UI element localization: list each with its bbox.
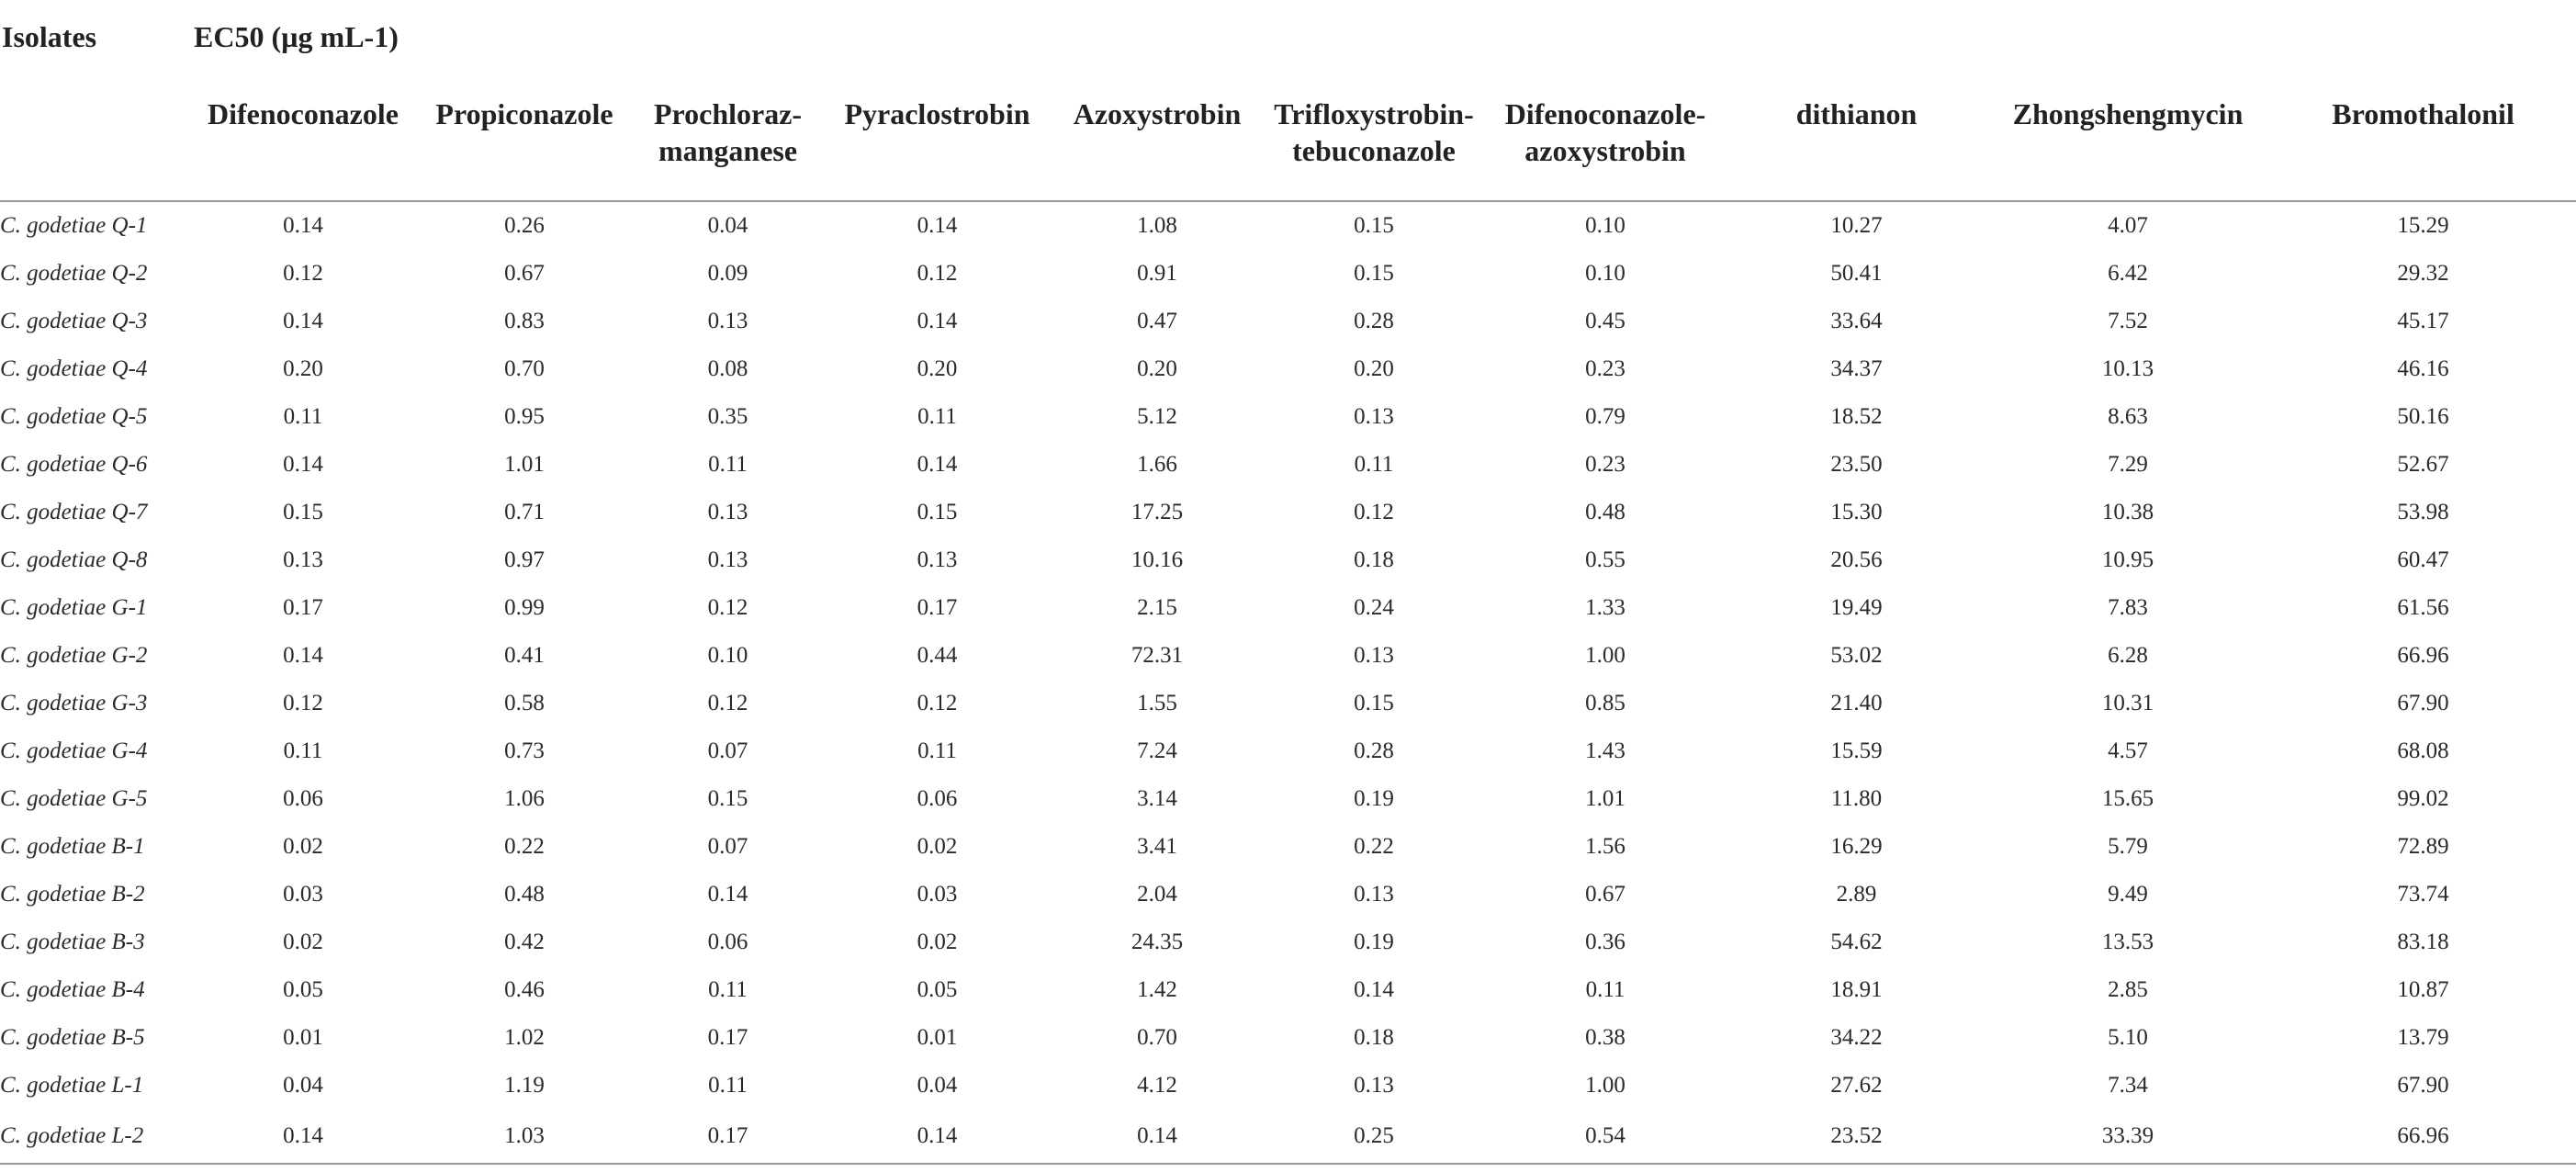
column-header-line: Pyraclostrobin [844, 97, 1030, 130]
isolate-name: C. godetiae Q-5 [0, 404, 148, 429]
ec50-value: 0.04 [917, 1073, 958, 1098]
ec50-value: 0.11 [1585, 977, 1625, 1002]
ec50-value: 0.73 [504, 738, 545, 763]
ec50-value: 0.02 [283, 930, 323, 954]
ec50-value: 15.30 [1830, 500, 1883, 524]
ec50-value: 0.20 [1137, 356, 1177, 381]
ec50-value: 13.53 [2101, 930, 2154, 954]
ec50-value: 0.13 [1354, 882, 1394, 907]
ec50-value: 10.38 [2101, 500, 2154, 524]
ec50-value: 1.00 [1585, 1073, 1625, 1098]
isolate-name: C. godetiae L-1 [0, 1073, 144, 1098]
ec50-value: 0.14 [917, 213, 958, 238]
column-header [1050, 77, 1265, 201]
ec50-value: 1.19 [504, 1073, 545, 1098]
ec50-value: 2.04 [1137, 882, 1177, 907]
ec50-value: 0.23 [1585, 452, 1625, 477]
ec50-value: 0.35 [707, 404, 748, 429]
ec50-value: 0.28 [1354, 309, 1394, 333]
ec50-value: 0.12 [707, 595, 748, 620]
ec50-value: 50.16 [2397, 404, 2449, 429]
ec50-value: 10.16 [1131, 547, 1184, 572]
isolate-name: C. godetiae Q-1 [0, 213, 148, 238]
column-header-line: Difenoconazole- [1504, 97, 1706, 130]
ec50-value: 34.37 [1830, 356, 1883, 381]
ec50-value: 4.12 [1137, 1073, 1177, 1098]
ec50-value: 15.29 [2397, 213, 2449, 238]
column-header-line: Propiconazole [435, 97, 613, 130]
ec50-table [0, 15, 2576, 1165]
ec50-value: 23.52 [1727, 1110, 1985, 1164]
ec50-value: 0.15 [1354, 691, 1394, 716]
ec50-value: 0.06 [917, 786, 958, 811]
ec50-value: 20.56 [1830, 547, 1883, 572]
ec50-value: 11.80 [1830, 786, 1883, 811]
header-row-fungicides [0, 77, 2576, 201]
isolate-name: C. godetiae B-4 [0, 977, 145, 1002]
ec50-value: 0.12 [1354, 500, 1394, 524]
ec50-value: 15.65 [2101, 786, 2154, 811]
ec50-value: 52.67 [2397, 452, 2449, 477]
table-row [0, 680, 2576, 727]
ec50-value: 0.44 [917, 643, 958, 668]
ec50-value: 16.29 [1830, 834, 1883, 859]
ec50-value: 0.10 [1585, 213, 1625, 238]
column-header-line: Difenoconazole [208, 97, 399, 130]
ec50-value: 1.42 [1137, 977, 1177, 1002]
ec50-value: 17.25 [1131, 500, 1184, 524]
ec50-value: 0.15 [283, 500, 323, 524]
ec50-value: 0.42 [504, 930, 545, 954]
table-row [0, 489, 2576, 536]
ec50-value: 1.55 [1137, 691, 1177, 716]
ec50-value: 3.41 [1137, 834, 1177, 859]
column-header-line: Prochloraz- [653, 97, 803, 130]
ec50-value: 0.01 [917, 1025, 958, 1050]
ec50-value: 0.11 [917, 404, 957, 429]
ec50-value: 0.38 [1585, 1025, 1625, 1050]
ec50-value: 0.02 [283, 834, 323, 859]
ec50-value: 0.25 [1265, 1110, 1483, 1164]
ec50-value: 0.02 [917, 834, 958, 859]
ec50-value: 0.11 [708, 977, 748, 1002]
ec50-value: 0.14 [1050, 1110, 1265, 1164]
table-row [0, 345, 2576, 393]
table-row [0, 632, 2576, 680]
table-row [0, 393, 2576, 441]
ec50-value: 0.24 [1354, 595, 1394, 620]
ec50-value: 0.46 [504, 977, 545, 1002]
ec50-value: 72.89 [2397, 834, 2449, 859]
ec50-value: 0.07 [707, 738, 748, 763]
ec50-value: 9.49 [2108, 882, 2148, 907]
ec50-value: 1.01 [504, 452, 545, 477]
ec50-value: 0.14 [283, 643, 323, 668]
ec50-value: 0.85 [1585, 691, 1625, 716]
ec50-value: 67.90 [2397, 1073, 2449, 1098]
ec50-value: 0.12 [283, 261, 323, 286]
ec50-value: 0.20 [917, 356, 958, 381]
ec50-value: 23.50 [1830, 452, 1883, 477]
ec50-value: 7.83 [2108, 595, 2148, 620]
ec50-value: 1.00 [1585, 643, 1625, 668]
ec50-value: 0.15 [707, 786, 748, 811]
ec50-value: 18.91 [1830, 977, 1883, 1002]
ec50-value: 0.11 [708, 452, 748, 477]
ec50-value: 0.70 [504, 356, 545, 381]
ec50-value: 50.41 [1830, 261, 1883, 286]
isolate-name: C. godetiae B-5 [0, 1025, 145, 1050]
isolate-name: C. godetiae G-4 [0, 738, 148, 763]
ec50-value: 0.95 [504, 404, 545, 429]
ec50-value: 0.20 [1354, 356, 1394, 381]
ec50-value: 0.55 [1585, 547, 1625, 572]
column-header [1483, 77, 1727, 201]
ec50-value: 0.23 [1585, 356, 1625, 381]
ec50-value: 0.09 [707, 261, 748, 286]
ec50-value: 0.97 [504, 547, 545, 572]
ec50-value: 0.03 [917, 882, 958, 907]
ec50-value: 10.95 [2101, 547, 2154, 572]
ec50-value: 53.98 [2397, 500, 2449, 524]
ec50-value: 0.13 [707, 500, 748, 524]
table-row [0, 201, 2576, 250]
ec50-value: 10.87 [2397, 977, 2449, 1002]
ec50-value: 0.12 [917, 691, 958, 716]
ec50-value: 0.99 [504, 595, 545, 620]
ec50-value: 0.83 [504, 309, 545, 333]
ec50-value: 0.11 [917, 738, 957, 763]
ec50-value: 0.19 [1354, 786, 1394, 811]
ec50-value: 0.13 [707, 547, 748, 572]
ec50-unit-header: EC50 (µg mL-1) [194, 20, 399, 53]
ec50-value: 0.06 [707, 930, 748, 954]
ec50-value: 0.36 [1585, 930, 1625, 954]
column-header [631, 77, 825, 201]
ec50-value: 0.26 [504, 213, 545, 238]
column-header-line: tebuconazole [1292, 134, 1456, 167]
ec50-value: 0.13 [917, 547, 958, 572]
ec50-value: 0.48 [504, 882, 545, 907]
ec50-value: 0.10 [1585, 261, 1625, 286]
isolate-name: C. godetiae G-3 [0, 691, 148, 716]
ec50-value: 0.10 [707, 643, 748, 668]
ec50-value: 99.02 [2397, 786, 2449, 811]
ec50-value: 33.64 [1830, 309, 1883, 333]
ec50-value: 0.14 [283, 452, 323, 477]
ec50-value: 0.07 [707, 834, 748, 859]
ec50-value: 0.17 [631, 1110, 825, 1164]
ec50-value: 0.13 [707, 309, 748, 333]
column-header-line: Bromothalonil [2332, 97, 2514, 130]
ec50-value: 2.89 [1836, 882, 1877, 907]
ec50-value: 0.14 [283, 213, 323, 238]
table-row [0, 1014, 2576, 1062]
isolates-header: Isolates [2, 20, 97, 53]
isolate-name: C. godetiae Q-2 [0, 261, 148, 286]
ec50-value: 0.71 [504, 500, 545, 524]
ec50-value: 0.08 [707, 356, 748, 381]
isolate-name: C. godetiae G-2 [0, 643, 148, 668]
ec50-value: 6.28 [2108, 643, 2148, 668]
ec50-value: 72.31 [1131, 643, 1184, 668]
ec50-value: 7.29 [2108, 452, 2148, 477]
ec50-value: 0.05 [283, 977, 323, 1002]
ec50-value: 0.20 [283, 356, 323, 381]
ec50-value: 1.43 [1585, 738, 1625, 763]
ec50-value: 45.17 [2397, 309, 2449, 333]
ec50-value: 0.54 [1483, 1110, 1727, 1164]
ec50-value: 0.14 [283, 309, 323, 333]
column-header-line: manganese [658, 134, 798, 167]
table-row [0, 966, 2576, 1014]
table-row [0, 775, 2576, 823]
ec50-value: 53.02 [1830, 643, 1883, 668]
ec50-value: 0.22 [504, 834, 545, 859]
ec50-value: 0.12 [283, 691, 323, 716]
column-header-line: azoxystrobin [1524, 134, 1686, 167]
ec50-value: 13.79 [2397, 1025, 2449, 1050]
isolate-name: C. godetiae Q-7 [0, 500, 148, 524]
ec50-value: 1.08 [1137, 213, 1177, 238]
isolate-name: C. godetiae Q-8 [0, 547, 148, 572]
ec50-value: 7.34 [2108, 1073, 2148, 1098]
ec50-value: 19.49 [1830, 595, 1883, 620]
ec50-value: 10.27 [1830, 213, 1883, 238]
table-row [0, 1062, 2576, 1110]
ec50-value: 0.67 [1585, 882, 1625, 907]
ec50-value: 27.62 [1830, 1073, 1883, 1098]
ec50-value: 0.18 [1354, 547, 1394, 572]
ec50-value: 0.18 [1354, 1025, 1394, 1050]
ec50-value: 18.52 [1830, 404, 1883, 429]
column-header-line: Zhongshengmycin [2012, 97, 2244, 130]
ec50-value: 0.45 [1585, 309, 1625, 333]
ec50-value: 1.56 [1585, 834, 1625, 859]
column-header-line: Trifloxystrobin- [1274, 97, 1474, 130]
table-row [0, 584, 2576, 632]
ec50-value: 0.79 [1585, 404, 1625, 429]
ec50-value: 0.15 [1354, 261, 1394, 286]
ec50-value: 15.59 [1830, 738, 1883, 763]
ec50-value: 21.40 [1830, 691, 1883, 716]
column-header [418, 77, 631, 201]
isolates-header-spacer [0, 77, 188, 201]
isolate-name: C. godetiae Q-3 [0, 309, 148, 333]
ec50-value: 4.57 [2108, 738, 2148, 763]
ec50-value: 0.47 [1137, 309, 1177, 333]
ec50-value: 0.14 [917, 309, 958, 333]
column-header [2270, 77, 2576, 201]
ec50-value: 8.63 [2108, 404, 2148, 429]
ec50-value: 29.32 [2397, 261, 2449, 286]
ec50-value: 5.79 [2108, 834, 2148, 859]
isolate-name: C. godetiae B-2 [0, 882, 145, 907]
ec50-value: 24.35 [1131, 930, 1184, 954]
ec50-value: 0.14 [707, 882, 748, 907]
table-row [0, 871, 2576, 918]
ec50-value: 0.17 [283, 595, 323, 620]
ec50-value: 0.05 [917, 977, 958, 1002]
ec50-value: 0.12 [917, 261, 958, 286]
column-header [1985, 77, 2270, 201]
column-header-line: dithianon [1795, 97, 1918, 130]
ec50-value: 2.85 [2108, 977, 2148, 1002]
isolate-name: C. godetiae Q-4 [0, 356, 148, 381]
ec50-value: 0.58 [504, 691, 545, 716]
ec50-value: 1.33 [1585, 595, 1625, 620]
ec50-value: 0.15 [1354, 213, 1394, 238]
ec50-value: 0.70 [1137, 1025, 1177, 1050]
ec50-value: 0.03 [283, 882, 323, 907]
ec50-value: 0.13 [283, 547, 323, 572]
table-row [0, 918, 2576, 966]
isolate-name: C. godetiae B-1 [0, 834, 145, 859]
ec50-value: 4.07 [2108, 213, 2148, 238]
isolate-name: C. godetiae Q-6 [0, 452, 148, 477]
ec50-value: 0.91 [1137, 261, 1177, 286]
table-row [0, 250, 2576, 298]
ec50-value: 0.17 [707, 1025, 748, 1050]
ec50-value: 0.13 [1354, 643, 1394, 668]
ec50-value: 0.13 [1354, 404, 1394, 429]
ec50-value: 1.02 [504, 1025, 545, 1050]
table-head [0, 15, 2576, 201]
ec50-value: 2.15 [1137, 595, 1177, 620]
ec50-value: 0.67 [504, 261, 545, 286]
ec50-value: 0.14 [188, 1110, 418, 1164]
ec50-value: 0.15 [917, 500, 958, 524]
table-body [0, 201, 2576, 1164]
ec50-value: 61.56 [2397, 595, 2449, 620]
ec50-value: 5.12 [1137, 404, 1177, 429]
ec50-value: 67.90 [2397, 691, 2449, 716]
table-row [0, 536, 2576, 584]
table-row [0, 441, 2576, 489]
ec50-value: 34.22 [1830, 1025, 1883, 1050]
table-row [0, 1110, 2576, 1164]
ec50-value: 0.14 [1354, 977, 1394, 1002]
isolate-name: C. godetiae L-2 [0, 1110, 188, 1164]
ec50-value: 0.02 [917, 930, 958, 954]
isolate-name: C. godetiae B-3 [0, 930, 145, 954]
ec50-value: 0.13 [1354, 1073, 1394, 1098]
ec50-value: 66.96 [2397, 643, 2449, 668]
ec50-value: 1.06 [504, 786, 545, 811]
ec50-value: 60.47 [2397, 547, 2449, 572]
ec50-value: 0.14 [825, 1110, 1050, 1164]
isolate-name: C. godetiae G-1 [0, 595, 148, 620]
ec50-value: 6.42 [2108, 261, 2148, 286]
ec50-value: 1.66 [1137, 452, 1177, 477]
ec50-value: 0.11 [283, 738, 323, 763]
ec50-value: 33.39 [1985, 1110, 2270, 1164]
ec50-value: 46.16 [2397, 356, 2449, 381]
ec50-value: 0.11 [1354, 452, 1394, 477]
ec50-value: 0.04 [707, 213, 748, 238]
ec50-value: 3.14 [1137, 786, 1177, 811]
ec50-value: 54.62 [1830, 930, 1883, 954]
column-header [1265, 77, 1483, 201]
column-header [1727, 77, 1985, 201]
ec50-value: 1.01 [1585, 786, 1625, 811]
ec50-value: 0.19 [1354, 930, 1394, 954]
ec50-value: 66.96 [2270, 1110, 2576, 1164]
ec50-value: 5.10 [2108, 1025, 2148, 1050]
ec50-value: 0.01 [283, 1025, 323, 1050]
ec50-value: 10.13 [2101, 356, 2154, 381]
ec50-value: 0.22 [1354, 834, 1394, 859]
ec50-value: 0.12 [707, 691, 748, 716]
header-row-top [0, 15, 2576, 77]
column-header-line: Azoxystrobin [1073, 97, 1242, 130]
ec50-value: 0.14 [917, 452, 958, 477]
ec50-value: 0.28 [1354, 738, 1394, 763]
table-row [0, 298, 2576, 345]
ec50-value: 0.04 [283, 1073, 323, 1098]
ec50-value: 68.08 [2397, 738, 2449, 763]
column-header [825, 77, 1050, 201]
ec50-value: 10.31 [2101, 691, 2154, 716]
ec50-value: 0.17 [917, 595, 958, 620]
ec50-value: 1.03 [418, 1110, 631, 1164]
isolate-name: C. godetiae G-5 [0, 786, 148, 811]
ec50-value: 0.11 [283, 404, 323, 429]
ec50-value: 0.11 [708, 1073, 748, 1098]
table-row [0, 823, 2576, 871]
ec50-value: 7.52 [2108, 309, 2148, 333]
column-header [188, 77, 418, 201]
ec50-value: 73.74 [2397, 882, 2449, 907]
ec50-value: 7.24 [1137, 738, 1177, 763]
table-row [0, 727, 2576, 775]
ec50-value: 83.18 [2397, 930, 2449, 954]
ec50-value: 0.41 [504, 643, 545, 668]
ec50-value: 0.48 [1585, 500, 1625, 524]
ec50-value: 0.06 [283, 786, 323, 811]
